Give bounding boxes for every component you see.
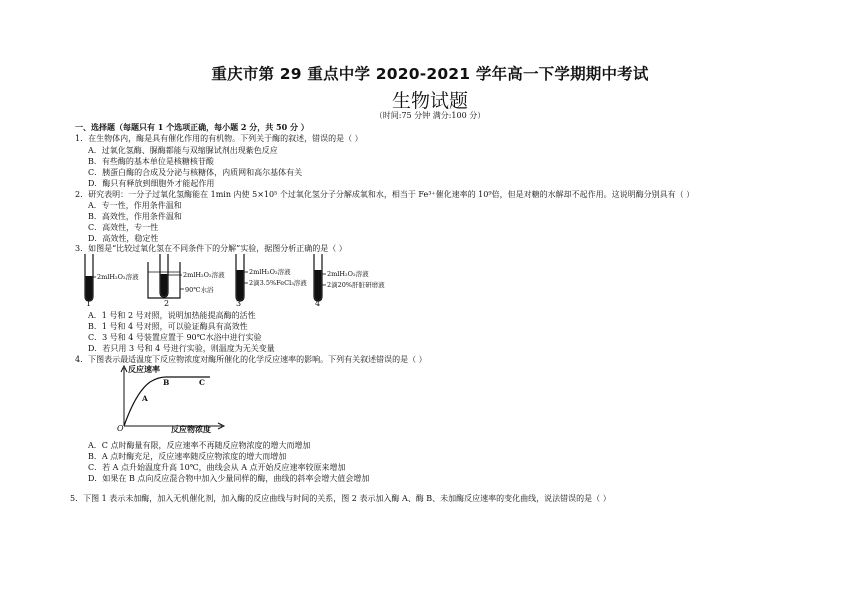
graph-ylabel: 反应速率 [128, 364, 160, 374]
q3-option-b: B．1 号和 4 号对照，可以验证酶具有高效性 [88, 322, 248, 331]
tube3-number: 3 [236, 299, 242, 308]
q4-option-b: B．A 点时酶充足，反应速率随反应物浓度的增大而增加 [88, 452, 287, 461]
graph-origin: O [117, 424, 124, 433]
q2-option-a: A．专一性，作用条件温和 [88, 201, 182, 210]
graph-point-a: A [142, 394, 148, 403]
q1-stem: 1．在生物体内，酶是具有催化作用的有机物。下列关于酶的叙述，错误的是（ ） [75, 134, 363, 143]
tube4-label-2: 2滴20%肝脏研磨液 [327, 281, 385, 289]
graph-point-c: C [199, 378, 205, 387]
q3-option-a: A．1 号和 2 号对照，说明加热能提高酶的活性 [88, 311, 256, 320]
tube2-bath-label: 90℃水浴 [185, 286, 214, 294]
tube1-label: 2mlH₂O₂溶液 [97, 273, 139, 281]
q3-option-c: C．3 号和 4 号装置应置于 90℃水浴中进行实验 [88, 333, 262, 342]
tube4-number: 4 [315, 299, 321, 308]
q1-option-a: A．过氧化氢酶、脲酶都能与双缩脲试剂出现紫色反应 [88, 146, 278, 155]
tube1-number: 1 [86, 299, 92, 308]
test-tube-4 [314, 254, 326, 301]
q2-stem: 2．研究表明：一分子过氧化氢酶能在 1min 内使 5×10⁵ 个过氧化氢分子分解成氧和水，相当于 Fe³⁺催化速率的 10⁹倍，但是对糖的水解却不起作用。这说明酶分别具有（ ） [75, 190, 695, 199]
tube2-number: 2 [164, 299, 170, 308]
tube3-label-1: 2mlH₂O₂溶液 [249, 268, 291, 276]
q2-option-c: C．高效性，专一性 [88, 223, 159, 232]
q1-option-b: B．有些酶的基本单位是核糖核苷酸 [88, 157, 214, 166]
exam-title: 重庆市第 29 重点中学 2020-2021 学年高一下学期期中考试 [211, 65, 649, 83]
q2-option-d: D．高效性，稳定性 [88, 234, 159, 243]
q1-option-d: D．酶只有释放到细胞外才能起作用 [88, 179, 215, 188]
test-tube-1 [85, 254, 96, 301]
exam-subtitle: 生物试题 [391, 90, 468, 112]
graph-xlabel: 反应物浓度 [171, 424, 211, 434]
q3-option-d: D．若只用 3 号和 4 号进行实验，则温度为无关变量 [88, 344, 275, 353]
q3-stem: 3．如图是“比较过氧化氢在不同条件下的分解”实验，据图分析正确的是（ ） [75, 244, 347, 253]
q4-option-d: D．如果在 B 点向反应混合物中加入少量同样的酶，曲线的斜率会增大值会增加 [88, 474, 370, 483]
q5-stem: 5．下图 1 表示未加酶，加入无机催化剂，加入酶的反应曲线与时间的关系，图 2 表示加入酶 A、酶 B、未加酶反应速率的变化曲线，说法错误的是（ ） [70, 494, 611, 503]
q4-option-a: A．C 点时酶量有限，反应速率不再随反应物浓度的增大而增加 [88, 441, 311, 450]
q4-option-c: C．若 A 点升始温度升高 10℃，曲线会从 A 点开始反应速率较原来增加 [88, 463, 346, 472]
q4-stem: 4．下图表示最适温度下反应物浓度对酶所催化的化学反应速率的影响。下列有关叙述错误的是（ ） [75, 355, 427, 364]
q1-option-c: C．胰蛋白酶的合成及分泌与核糖体，内质网和高尔基体有关 [88, 168, 303, 177]
tube2-label: 2mlH₂O₂溶液 [183, 271, 225, 279]
tube3-label-2: 2滴3.5%FeCl₃溶液 [249, 279, 307, 287]
q2-option-b: B．高效性，作用条件温和 [88, 212, 182, 221]
tube4-label-1: 2mlH₂O₂溶液 [327, 270, 369, 278]
graph-point-b: B [163, 378, 170, 387]
exam-meta: （时间:75 分钟 满分:100 分） [374, 111, 486, 120]
test-tube-3 [236, 254, 248, 301]
section-heading: 一、选择题（每题只有 1 个选项正确，每小题 2 分，共 50 分 ） [75, 122, 309, 132]
test-tube-2-water-bath [148, 254, 184, 298]
